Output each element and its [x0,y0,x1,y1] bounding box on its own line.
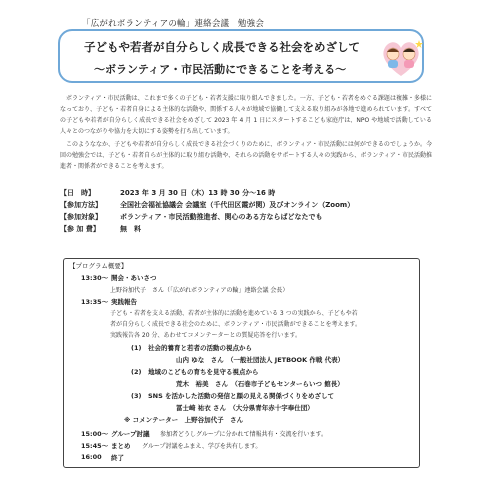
program-desc: グループ討議をふまえ、学びを共有します。 [142,443,262,450]
children-illustration [378,36,424,78]
event-info [60,187,432,235]
intro-paragraph: このようななか、子どもや若者が自分らしく成長できる社会づくりのために、ボランティア・市民活動には何ができるのでしょうか。今回の勉強会では、子ども・若者自らが主体的に取り組む活動や、それらの活動をサポートする人々の実践から、ボランティア・市民活動推進者・関係者ができることを考えます。 [60,141,432,170]
title-box [58,29,424,83]
program-person: 上野谷加代子 さん（「広がれボランティアの輪」連絡会議 会長） [110,287,289,294]
program-desc: 実践報告各 20 分、あわせてコメンテーターとの質疑応答を行います。 [110,332,301,339]
info-row-target: 【参加対象】 ボランティア・市民活動推進者、関心のある方ならばどなたでも [60,213,323,221]
program-time: 13:30～ [81,274,109,282]
program-title: 開会・あいさつ [111,274,157,282]
report-title: (2) 地域のこどもの育ちを見守る視点から [131,368,259,376]
info-row-datetime: 【日 時】 2023 年 3 月 30 日（木）13 時 30 分～16 時 [60,189,276,197]
program-time: 13:35～ [81,298,109,306]
program-desc: 者が自分らしく成長できる社会のために、ボランティア・市民活動ができることを考えます。 [110,321,362,328]
program-time: 16:00 [81,453,102,461]
report-person: 山内 ゆな さん （一般社団法人 JETBOOK 作戦 代表） [176,356,345,364]
program-time: 15:45～ [81,442,109,450]
report-title: (3) SNS を活かした活動の発信と顔の見える関係づくりをめざして [131,392,335,400]
program-title: 終了 [111,454,124,462]
program-desc: 子ども・若者を支える活動、若者が主体的に活動を進めている 3 つの実践から、子どもや若 [110,310,358,317]
page-subtitle: ～ボランティア・市民活動にできることを考える～ [94,63,347,76]
program-title: 実践報告 [111,298,137,306]
intro-paragraph: ボランティア・市民活動は、これまで多くの子ども・若者支援に取り組んできました。一方、子ども・若者をめぐる課題は複雑・多様になっており、子ども・若者自身による主体的な活動や、関係する人々が地域で協働して支える取り組みが各地で進められています。すべての子どもや若者が自分らしく成長できる社会をめざして 2023 年 4 月 1 日にスタートするこども家庭庁は、NPO や地域で活動している人々とのつながりや協力を大切にする姿勢を打ち出しています。 [60,95,432,135]
program-title: まとめ [111,442,131,450]
program-heading: 【プログラム概要】 [69,262,128,270]
program-box [63,258,420,468]
info-row-method: 【参加方法】 全国社会福祉協議会 会議室（千代田区霞が関）及びオンライン（Zoom） [60,201,355,209]
intro-text [60,93,432,174]
report-person: 荒木 裕美 さん （石巻市子どもセンターらいつ 館長） [176,380,344,388]
info-row-fee: 【参 加 費】 無 料 [60,225,141,233]
report-person: 冨士崎 祐衣 さん （大分県青年赤十字奉仕団） [176,404,314,412]
program-desc: 参加者どうしグループに分かれて情報共有・交流を行います。 [160,431,328,438]
header-label: 「広がれボランティアの輪」連絡会議 勉強会 [82,19,265,29]
page-title: 子どもや若者が自分らしく成長できる社会をめざして [84,40,360,54]
report-title: (1) 社会的養育と若者の活動の視点から [131,344,252,352]
program-time: 15:00～ [81,430,109,438]
commentator: ※ コメンテーター 上野谷加代子 さん [124,416,244,424]
program-title: グループ討議 [111,430,150,438]
